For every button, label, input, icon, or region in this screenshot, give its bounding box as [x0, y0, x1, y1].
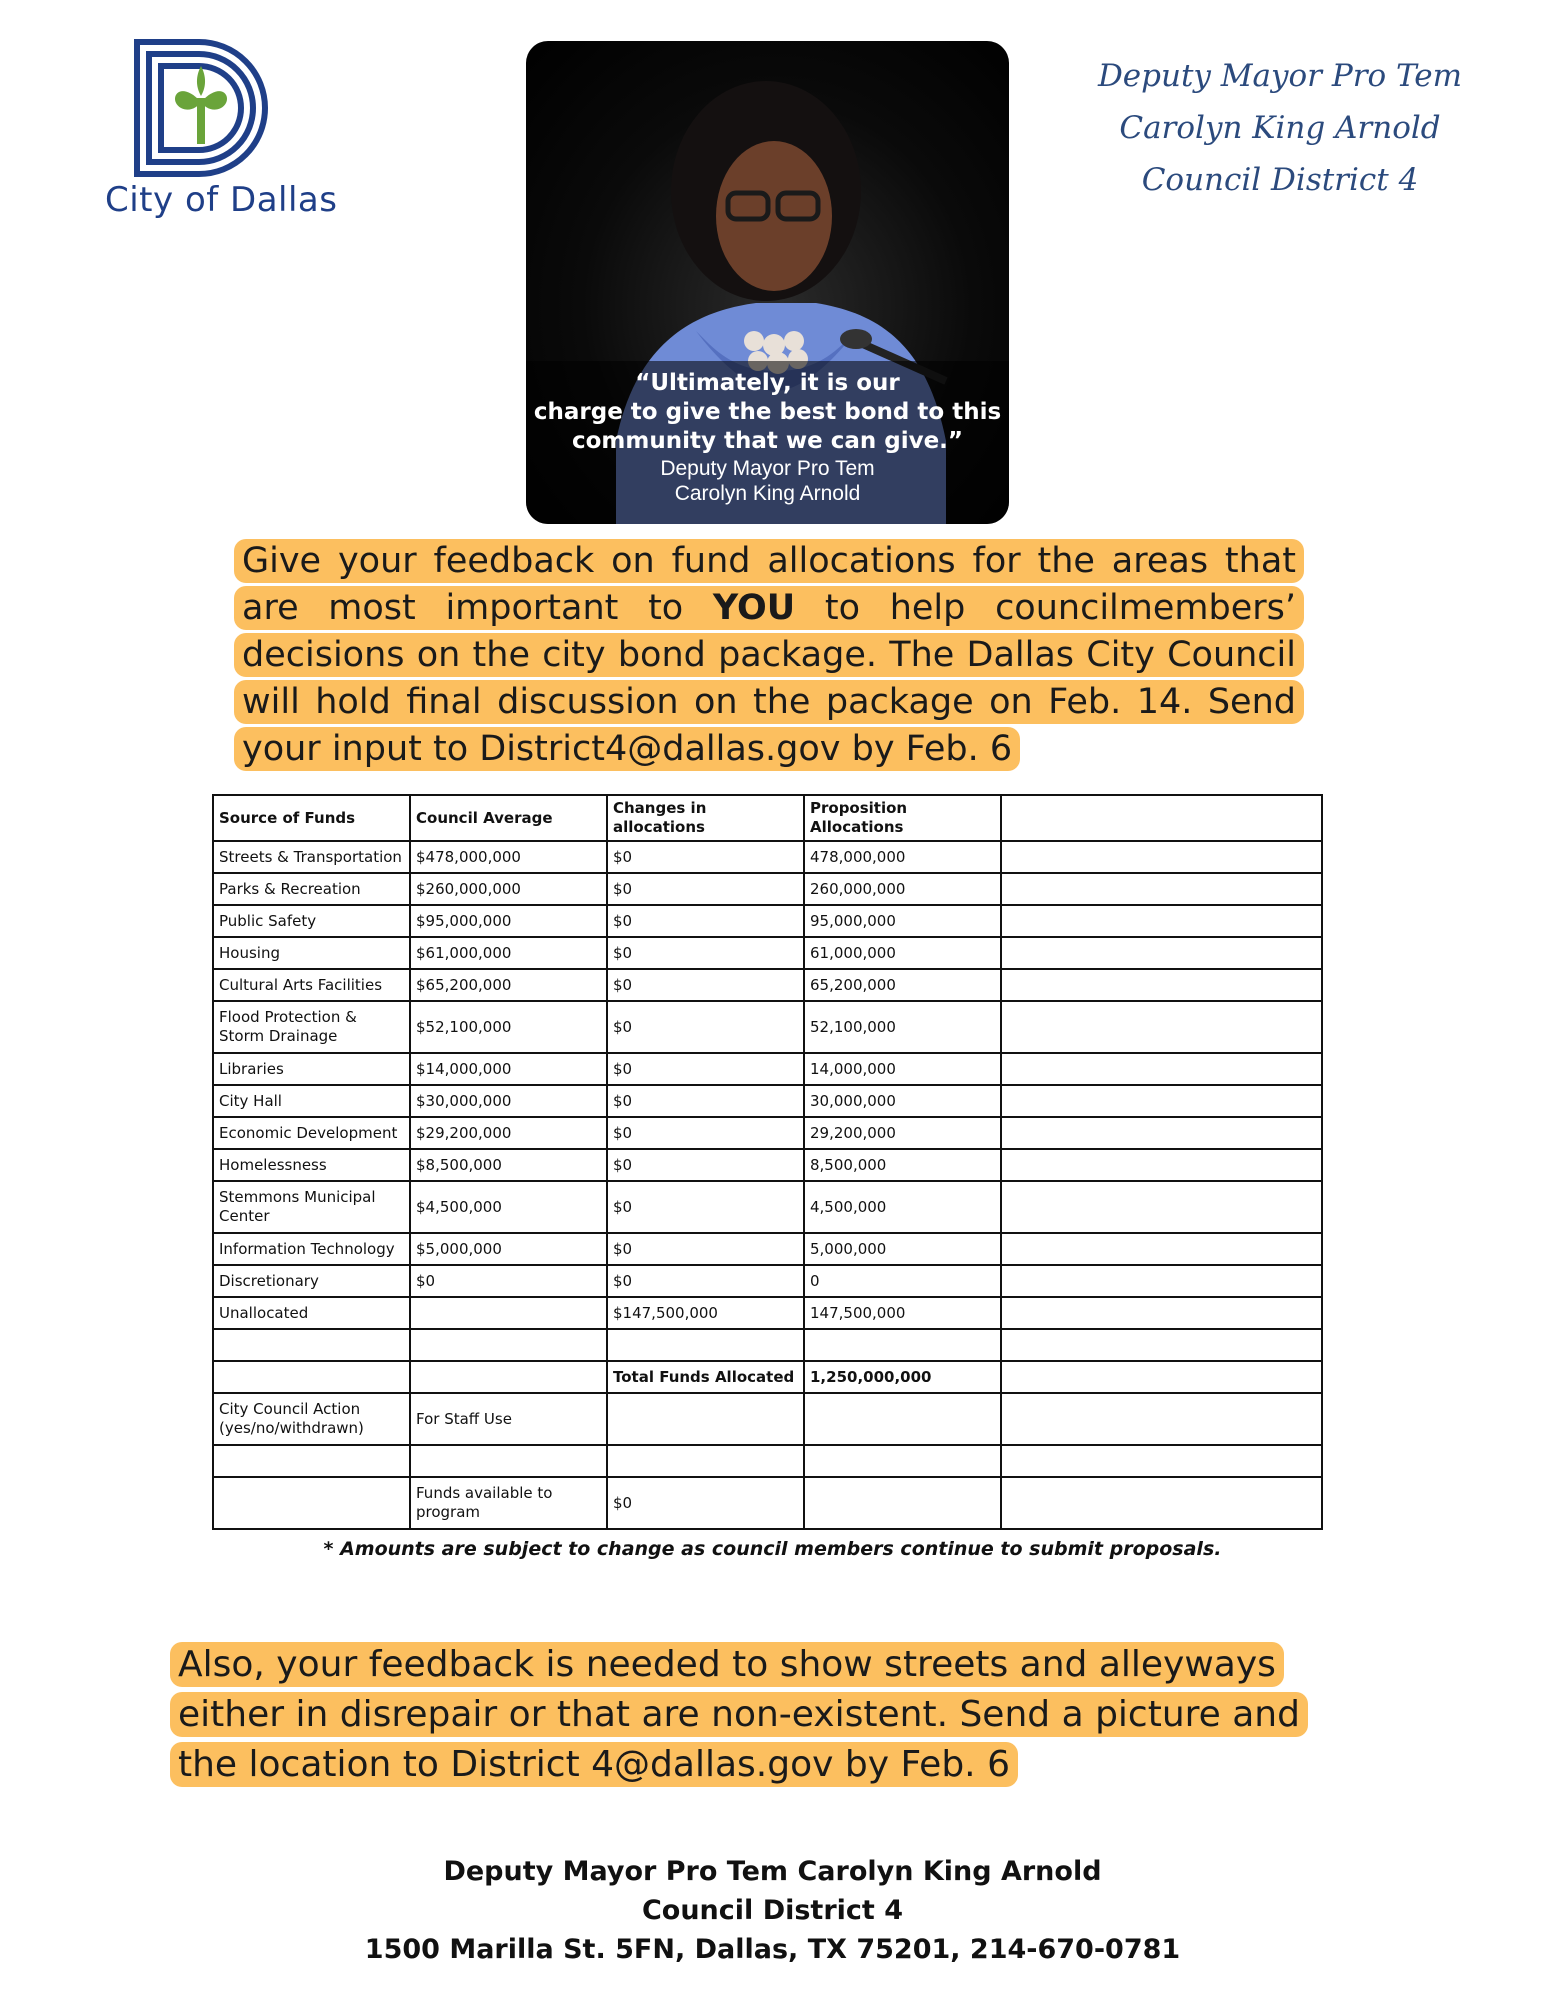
table-row — [213, 1053, 1322, 1085]
footer-address: 1500 Marilla St. 5FN, Dallas, TX 75201, 214-670-0781 — [364, 1934, 1181, 1965]
table-row — [213, 1149, 1322, 1181]
table-cell: $0 — [607, 1181, 804, 1233]
table-row — [213, 969, 1322, 1001]
table-cell — [213, 1445, 410, 1477]
footer-district: Council District 4 — [641, 1895, 904, 1926]
table-cell: Flood Protection & Storm Drainage — [213, 1001, 410, 1053]
table-cell: 61,000,000 — [804, 937, 1001, 969]
table-cell — [1001, 1181, 1322, 1233]
table-cell: $14,000,000 — [410, 1053, 607, 1085]
table-cell: 4,500,000 — [804, 1181, 1001, 1233]
table-cell: 260,000,000 — [804, 873, 1001, 905]
table-cell: Discretionary — [213, 1265, 410, 1297]
streets-text: Also, your feedback is needed to show streets and alleyways either in disrepair or that are non-existent. Send a picture and the location to District 4@dallas.gov by Feb. 6 — [170, 1642, 1308, 1787]
footer-contact — [0, 1852, 1545, 1969]
table-cell: Information Technology — [213, 1233, 410, 1265]
table-cell — [1001, 1297, 1322, 1329]
table-cell: $0 — [607, 937, 804, 969]
table-row — [213, 1265, 1322, 1297]
quote-line: community that we can give.” — [571, 428, 964, 454]
table-cell: $0 — [607, 1085, 804, 1117]
table-cell: $260,000,000 — [410, 873, 607, 905]
table-cell: 0 — [804, 1265, 1001, 1297]
table-cell: Unallocated — [213, 1297, 410, 1329]
table-cell: $147,500,000 — [607, 1297, 804, 1329]
feedback-request — [234, 538, 1304, 773]
city-of-dallas-logo — [105, 38, 338, 228]
table-row — [213, 841, 1322, 873]
table-row — [213, 1117, 1322, 1149]
table-cell: $0 — [607, 905, 804, 937]
table-cell: 147,500,000 — [804, 1297, 1001, 1329]
feedback-text-after: to help councilmembers’ decisions on the city bond package. The Dallas City Council will hold final discussion on the package on Feb. 14. Send your input to District4@dallas.gov by Feb. 6 — [242, 588, 1297, 769]
table-cell — [1001, 1361, 1322, 1393]
photo-quote — [526, 369, 1009, 506]
table-cell: Housing — [213, 937, 410, 969]
table-row — [213, 1181, 1322, 1233]
table-cell: $0 — [607, 841, 804, 873]
column-header: Proposition Allocations — [804, 795, 1001, 841]
table-cell — [1001, 1053, 1322, 1085]
footer-name: Deputy Mayor Pro Tem Carolyn King Arnold — [443, 1856, 1102, 1887]
table-cell: $4,500,000 — [410, 1181, 607, 1233]
table-row — [213, 1445, 1322, 1477]
quote-line: “Ultimately, it is our — [635, 370, 900, 396]
table-cell: $52,100,000 — [410, 1001, 607, 1053]
table-cell: City Council Action (yes/no/withdrawn) — [213, 1393, 410, 1445]
table-cell — [213, 1361, 410, 1393]
quote-attribution: Carolyn King Arnold — [674, 482, 861, 505]
table-cell — [1001, 937, 1322, 969]
table-cell — [1001, 1149, 1322, 1181]
table-cell — [1001, 873, 1322, 905]
table-cell: Public Safety — [213, 905, 410, 937]
table-cell — [1001, 1445, 1322, 1477]
header-title — [1080, 50, 1480, 206]
table-cell: $8,500,000 — [410, 1149, 607, 1181]
table-cell — [804, 1477, 1001, 1529]
table-cell — [410, 1361, 607, 1393]
table-row — [213, 905, 1322, 937]
table-cell: $478,000,000 — [410, 841, 607, 873]
table-cell — [804, 1393, 1001, 1445]
table-row — [213, 1001, 1322, 1053]
table-cell — [1001, 1393, 1322, 1445]
table-cell: 30,000,000 — [804, 1085, 1001, 1117]
table-cell — [1001, 1085, 1322, 1117]
table-cell: $0 — [607, 1149, 804, 1181]
title-line: Deputy Mayor Pro Tem — [1097, 58, 1463, 94]
table-row — [213, 1233, 1322, 1265]
table-cell: $0 — [410, 1265, 607, 1297]
quote-attribution: Deputy Mayor Pro Tem — [660, 457, 875, 480]
table-cell — [1001, 1265, 1322, 1297]
table-row — [213, 1297, 1322, 1329]
table-cell — [1001, 1477, 1322, 1529]
dallas-d-leaf-icon — [129, 38, 279, 178]
table-cell — [1001, 969, 1322, 1001]
quote-line: charge to give the best bond to this — [533, 399, 1002, 425]
table-cell: 52,100,000 — [804, 1001, 1001, 1053]
table-cell: For Staff Use — [410, 1393, 607, 1445]
table-cell — [1001, 1001, 1322, 1053]
table-row — [213, 1361, 1322, 1393]
table-cell: $0 — [607, 969, 804, 1001]
table-cell — [213, 1329, 410, 1361]
bond-allocation-table — [212, 794, 1323, 1530]
table-cell: 1,250,000,000 — [804, 1361, 1001, 1393]
table-cell: Total Funds Allocated — [607, 1361, 804, 1393]
table-cell: Streets & Transportation — [213, 841, 410, 873]
table-cell: 95,000,000 — [804, 905, 1001, 937]
table-cell — [410, 1329, 607, 1361]
table-cell: $0 — [607, 1265, 804, 1297]
table-cell — [607, 1445, 804, 1477]
table-cell: $29,200,000 — [410, 1117, 607, 1149]
column-header: Source of Funds — [213, 795, 410, 841]
table-cell: 29,200,000 — [804, 1117, 1001, 1149]
table-cell: Cultural Arts Facilities — [213, 969, 410, 1001]
table-cell: Parks & Recreation — [213, 873, 410, 905]
table-cell — [1001, 1329, 1322, 1361]
councilmember-photo — [526, 41, 1009, 524]
feedback-emphasis: YOU — [712, 588, 796, 628]
table-cell: $65,200,000 — [410, 969, 607, 1001]
table-cell: $0 — [607, 1053, 804, 1085]
streets-feedback-request — [170, 1640, 1370, 1790]
table-cell: $0 — [607, 1001, 804, 1053]
table-cell — [410, 1445, 607, 1477]
table-cell — [804, 1329, 1001, 1361]
table-cell — [607, 1393, 804, 1445]
table-cell — [804, 1445, 1001, 1477]
table-cell — [213, 1477, 410, 1529]
table-cell — [410, 1297, 607, 1329]
table-cell: $30,000,000 — [410, 1085, 607, 1117]
table-row — [213, 1393, 1322, 1445]
city-name: City of Dallas — [105, 180, 338, 220]
feedback-text-before: Give your feedback on fund allocations for the areas that are most important to — [242, 541, 1296, 628]
table-cell: $0 — [607, 1117, 804, 1149]
table-cell: Libraries — [213, 1053, 410, 1085]
table-cell — [1001, 905, 1322, 937]
table-cell: 478,000,000 — [804, 841, 1001, 873]
table-row — [213, 873, 1322, 905]
table-cell: 5,000,000 — [804, 1233, 1001, 1265]
title-line: Carolyn King Arnold — [1119, 110, 1441, 146]
table-cell: $5,000,000 — [410, 1233, 607, 1265]
table-cell: Funds available to program — [410, 1477, 607, 1529]
table-cell: 14,000,000 — [804, 1053, 1001, 1085]
table-cell: $95,000,000 — [410, 905, 607, 937]
table-cell — [607, 1329, 804, 1361]
table-row — [213, 1085, 1322, 1117]
column-header: Changes in allocations — [607, 795, 804, 841]
table-cell: Stemmons Municipal Center — [213, 1181, 410, 1233]
table-cell — [1001, 1233, 1322, 1265]
column-header: Council Average — [410, 795, 607, 841]
table-cell: $0 — [607, 873, 804, 905]
table-cell: $0 — [607, 1233, 804, 1265]
title-line: Council District 4 — [1141, 162, 1419, 198]
table-cell: $0 — [607, 1477, 804, 1529]
table-cell: $61,000,000 — [410, 937, 607, 969]
column-header — [1001, 795, 1322, 841]
table-row — [213, 1477, 1322, 1529]
table-row — [213, 1329, 1322, 1361]
table-header-row — [213, 795, 1322, 841]
table-cell: 8,500,000 — [804, 1149, 1001, 1181]
table-cell: 65,200,000 — [804, 969, 1001, 1001]
disclaimer-note: * Amounts are subject to change as council members continue to submit proposals. — [323, 1538, 1222, 1560]
table-cell: Homelessness — [213, 1149, 410, 1181]
table-cell — [1001, 1117, 1322, 1149]
table-cell: City Hall — [213, 1085, 410, 1117]
table-cell: Economic Development — [213, 1117, 410, 1149]
table-row — [213, 937, 1322, 969]
table-cell — [1001, 841, 1322, 873]
